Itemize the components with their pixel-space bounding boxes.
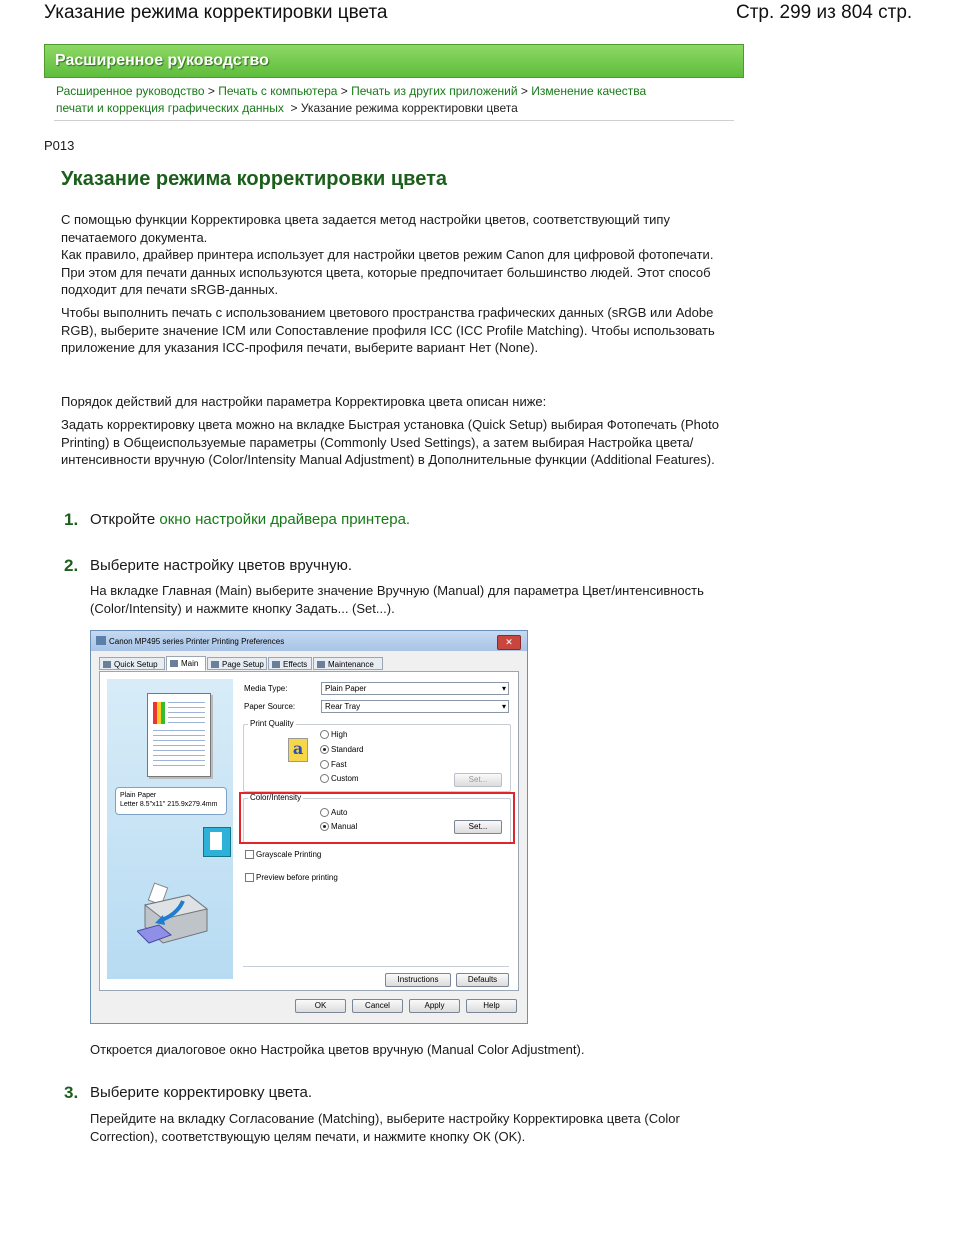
step-detail bbox=[90, 1110, 730, 1145]
step-text: Выберите настройку цветов вручную. bbox=[90, 557, 353, 574]
paper-size-icon bbox=[203, 827, 231, 857]
media-type-label: Media Type: bbox=[244, 684, 288, 693]
section-banner bbox=[44, 44, 744, 78]
paper-preview bbox=[147, 693, 211, 777]
main-icon bbox=[170, 660, 178, 667]
media-type-dropdown[interactable]: Plain Paper ▾ bbox=[321, 682, 509, 695]
step-result-text: Откроется диалоговое окно Настройка цветов вручную (Manual Color Adjustment). bbox=[90, 1042, 585, 1057]
print-quality-label: Print Quality bbox=[250, 719, 294, 728]
help-button[interactable]: Help bbox=[466, 999, 517, 1013]
color-auto-radio[interactable]: Auto bbox=[320, 808, 347, 817]
breadcrumb-separator: > bbox=[520, 84, 528, 98]
tab-quick-setup[interactable]: Quick Setup bbox=[99, 657, 165, 670]
intro-text: Задать корректировку цвета можно на вкладке Быстрая установка (Quick Setup) выбирая Фотопечать (Photo Printing) в Общеиспользуемые параметры (Commonly Used Settings), а затем выбирая Настройка цвета/интенсивности вручную (Color/Intensity Manual Adjustment) в Дополнительные функции (Additional Features). bbox=[61, 417, 719, 467]
page-code: P013 bbox=[44, 138, 75, 153]
dialog-titlebar bbox=[91, 631, 527, 651]
breadcrumb-link[interactable]: Печать из других приложений bbox=[351, 84, 518, 98]
breadcrumb-separator: > bbox=[340, 84, 348, 98]
color-intensity-label: Color/Intensity bbox=[250, 793, 302, 802]
step-detail-text: На вкладке Главная (Main) выберите значение Вручную (Manual) для параметра Цвет/интенсивность (Color/Intensity) и нажмите кнопку Задать... (Set...). bbox=[90, 583, 704, 616]
media-info bbox=[115, 787, 227, 815]
document-title: Указание режима корректировки цвета bbox=[44, 2, 388, 23]
intro-paragraph bbox=[61, 393, 731, 411]
printer-preferences-dialog bbox=[90, 630, 528, 1024]
intro-text: Как правило, драйвер принтера использует для настройки цветов режим Canon для цифровой фотопечати. При этом для печати данных используются цвета, которые предпочитает большинство людей. Этот способ подходит для печати sRGB-данных. bbox=[61, 247, 714, 297]
defaults-button[interactable]: Defaults bbox=[456, 973, 509, 987]
step-number: 3. bbox=[64, 1083, 79, 1102]
quality-set-button[interactable]: Set... bbox=[454, 773, 502, 787]
driver-settings-link[interactable]: окно настройки драйвера принтера. bbox=[159, 511, 411, 528]
printer-illustration-icon bbox=[137, 879, 213, 949]
color-set-button[interactable]: Set... bbox=[454, 820, 502, 834]
cancel-button[interactable]: Cancel bbox=[352, 999, 403, 1013]
close-icon[interactable]: ✕ bbox=[497, 635, 521, 650]
printer-icon bbox=[96, 636, 106, 645]
tab-effects[interactable]: Effects bbox=[268, 657, 312, 670]
quality-fast-radio[interactable]: Fast bbox=[320, 760, 347, 769]
preview-pane bbox=[107, 679, 233, 979]
step-detail-text: Перейдите на вкладку Согласование (Matching), выберите настройку Корректировка цвета (Color Correction), соответствующую целям печати, и нажмите кнопку ОК (OK). bbox=[90, 1111, 680, 1144]
intro-text: Чтобы выполнить печать с использованием цветового пространства графических данных (sRGB или Adobe RGB), выберите значение ICM или Сопоставление профиля ICC (ICC Profile Matching). Чтобы использовать приложение для указания ICC-профиля печати, выберите вариант Нет (None). bbox=[61, 305, 715, 355]
step-label: Откройте bbox=[90, 511, 156, 528]
breadcrumb-line-2 bbox=[56, 101, 518, 115]
divider bbox=[243, 966, 509, 967]
highlight-frame bbox=[239, 792, 515, 844]
banner-title: Расширенное руководство bbox=[55, 52, 269, 69]
breadcrumb-separator: > bbox=[290, 101, 298, 115]
quality-icon: a bbox=[288, 738, 308, 762]
instructions-button[interactable]: Instructions bbox=[385, 973, 451, 987]
page-indicator: Стр. 299 из 804 стр. bbox=[736, 2, 913, 23]
quality-high-radio[interactable]: High bbox=[320, 730, 347, 739]
quick-setup-icon bbox=[103, 661, 111, 668]
intro-paragraph bbox=[61, 211, 731, 299]
intro-paragraph bbox=[61, 416, 731, 469]
step-detail bbox=[90, 582, 730, 617]
intro-text: Порядок действий для настройки параметра Корректировка цвета описан ниже: bbox=[61, 394, 547, 409]
step-text bbox=[90, 511, 410, 528]
breadcrumb-link[interactable]: печати и коррекция графических данных bbox=[56, 101, 284, 115]
step-number: 1. bbox=[64, 510, 79, 529]
breadcrumb-link[interactable]: Печать с компьютера bbox=[218, 84, 338, 98]
color-sample bbox=[153, 702, 165, 724]
tab-main[interactable]: Main bbox=[166, 656, 206, 671]
media-info-type: Plain Paper bbox=[120, 792, 157, 799]
dialog-title: Canon MP495 series Printer Printing Preferences bbox=[109, 637, 285, 646]
quality-custom-radio[interactable]: Custom bbox=[320, 774, 359, 783]
tab-page-setup[interactable]: Page Setup bbox=[207, 657, 267, 670]
grayscale-checkbox[interactable]: Grayscale Printing bbox=[245, 850, 321, 859]
breadcrumb-link[interactable]: Изменение качества bbox=[531, 84, 647, 98]
apply-button[interactable]: Apply bbox=[409, 999, 460, 1013]
main-tab-panel bbox=[99, 671, 519, 991]
paper-source-label: Paper Source: bbox=[244, 702, 296, 711]
intro-paragraph bbox=[61, 304, 731, 357]
tab-maintenance[interactable]: Maintenance bbox=[313, 657, 383, 670]
maintenance-icon bbox=[317, 661, 325, 668]
quality-standard-radio[interactable]: Standard bbox=[320, 745, 363, 754]
step-text: Выберите корректировку цвета. bbox=[90, 1084, 313, 1101]
step-result bbox=[90, 1041, 730, 1059]
page-setup-icon bbox=[211, 661, 219, 668]
color-manual-radio[interactable]: Manual bbox=[320, 822, 357, 831]
divider bbox=[54, 120, 734, 121]
effects-icon bbox=[272, 661, 280, 668]
breadcrumb-separator: > bbox=[207, 84, 215, 98]
media-info-size: Letter 8.5"x11" 215.9x279.4mm bbox=[120, 801, 218, 808]
intro-text: С помощью функции Корректировка цвета задается метод настройки цветов, соответствующий типу печатаемого документа. bbox=[61, 212, 670, 245]
paper-source-dropdown[interactable]: Rear Tray ▾ bbox=[321, 700, 509, 713]
preview-checkbox[interactable]: Preview before printing bbox=[245, 873, 338, 882]
breadcrumb-current: Указание режима корректировки цвета bbox=[300, 101, 518, 115]
step-number: 2. bbox=[64, 556, 79, 575]
page-title: Указание режима корректировки цвета bbox=[61, 168, 447, 190]
breadcrumb bbox=[56, 84, 646, 98]
breadcrumb-link[interactable]: Расширенное руководство bbox=[56, 84, 205, 98]
ok-button[interactable]: OK bbox=[295, 999, 346, 1013]
